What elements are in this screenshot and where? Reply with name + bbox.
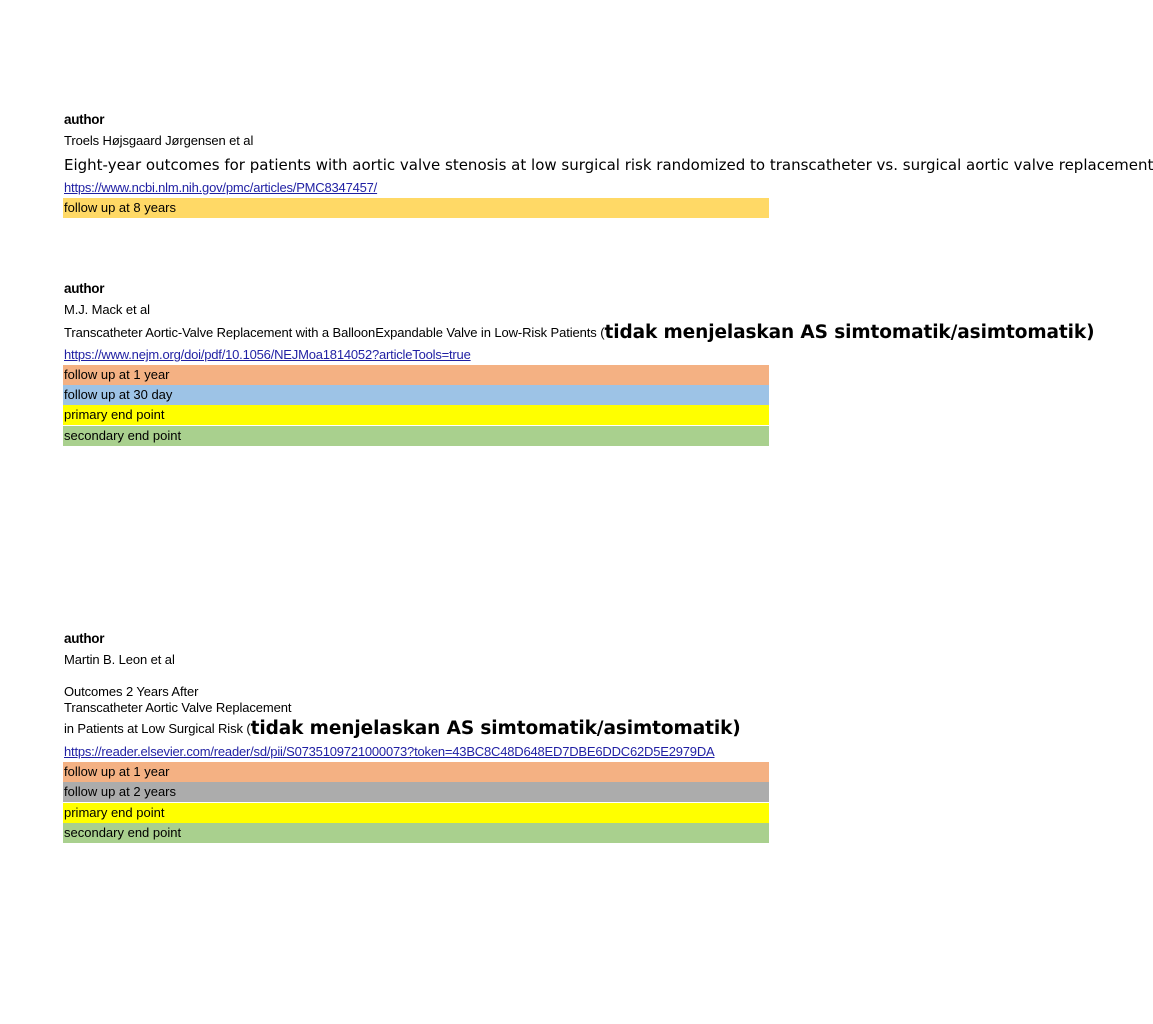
- article-title: Eight-year outcomes for patients with aortic valve stenosis at low surgical risk randomized to transcatheter vs. surgical aortic valve replacement: [64, 156, 1153, 174]
- band-primary-end-point: primary end point: [63, 803, 769, 823]
- author-name: Troels Højsgaard Jørgensen et al: [64, 133, 254, 148]
- band-primary-end-point: primary end point: [63, 405, 769, 425]
- author-label: author: [64, 112, 105, 127]
- article-title-plain: in Patients at Low Surgical Risk (: [64, 721, 251, 736]
- author-label: author: [64, 281, 105, 296]
- article-title-line-1: Outcomes 2 Years After: [64, 684, 199, 699]
- band-follow-up-1-year: follow up at 1 year: [63, 365, 769, 385]
- author-name: M.J. Mack et al: [64, 302, 150, 317]
- article-link[interactable]: https://www.ncbi.nlm.nih.gov/pmc/articles/PMC8347457/: [64, 180, 378, 195]
- article-link[interactable]: https://www.nejm.org/doi/pdf/10.1056/NEJMoa1814052?articleTools=true: [64, 347, 471, 362]
- article-title-emphasis: tidak menjelaskan AS simtomatik/asimtomatik): [250, 718, 741, 739]
- band-follow-up-30-day: follow up at 30 day: [63, 385, 769, 405]
- band-secondary-end-point: secondary end point: [63, 426, 769, 446]
- article-link[interactable]: https://reader.elsevier.com/reader/sd/pii/S0735109721000073?token=43BC8C48D648ED7DBE6DDC62D5E2979DA: [64, 744, 715, 759]
- band-follow-up-1-year: follow up at 1 year: [63, 762, 769, 782]
- article-title: [63, 322, 1095, 343]
- article-title-plain: Transcatheter Aortic-Valve Replacement with a BalloonExpandable Valve in Low-Risk Patients (: [64, 325, 605, 340]
- article-title-line-2: Transcatheter Aortic Valve Replacement: [64, 700, 292, 715]
- article-title-emphasis: tidak menjelaskan AS simtomatik/asimtomatik): [604, 322, 1095, 343]
- author-name: Martin B. Leon et al: [64, 652, 175, 667]
- article-title-line-3: [63, 720, 769, 739]
- band-follow-up-2-years: follow up at 2 years: [63, 782, 769, 802]
- band-follow-up-8-years: follow up at 8 years: [63, 198, 769, 218]
- band-secondary-end-point: secondary end point: [63, 823, 769, 843]
- author-label: author: [64, 631, 105, 646]
